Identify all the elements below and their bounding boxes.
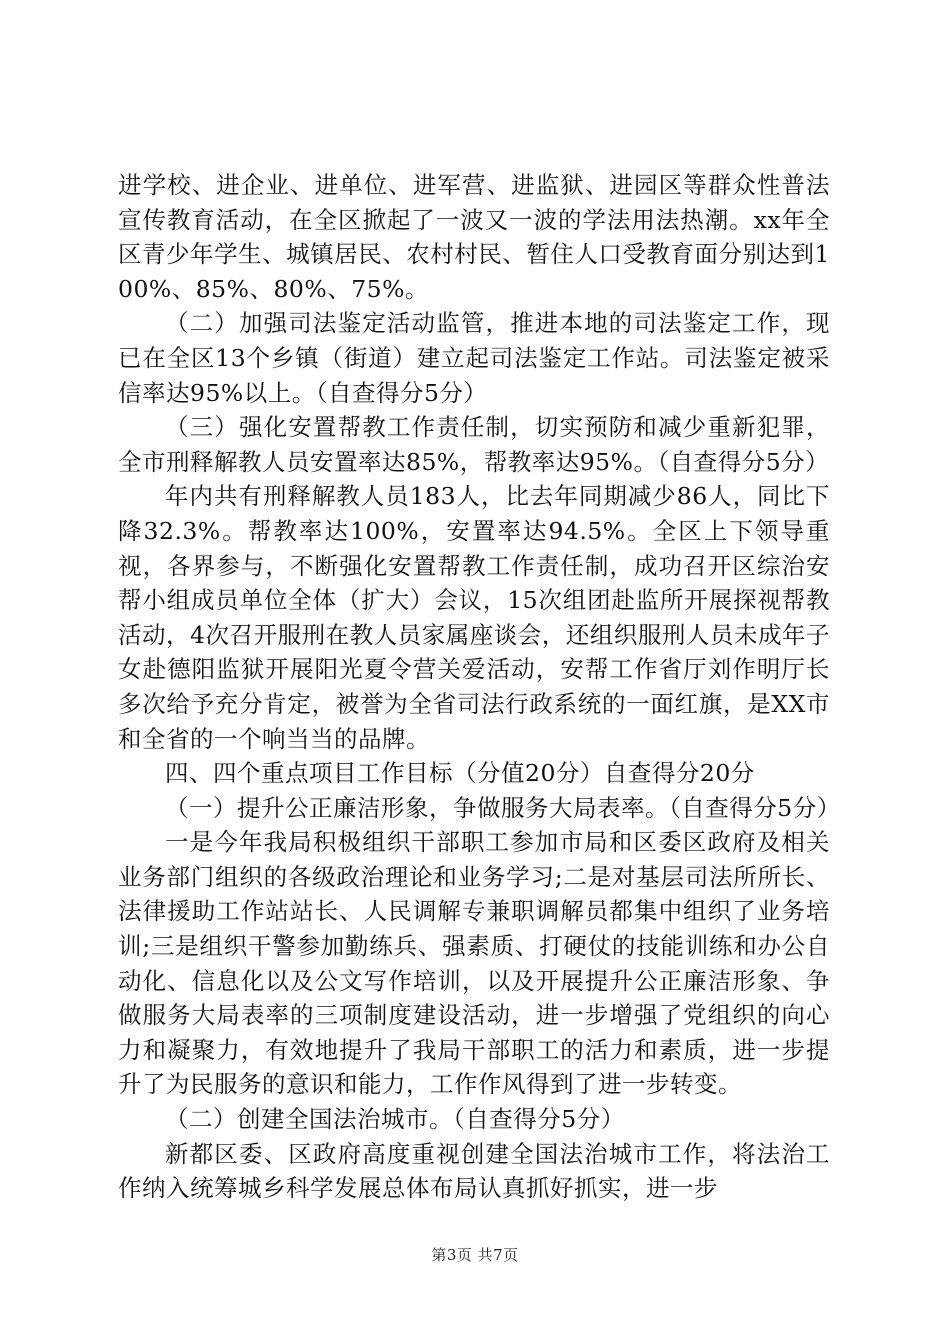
paragraph-6: 新都区委、区政府高度重视创建全国法治城市工作，将法治工作纳入统筹城乡科学发展总体布局认真抓好抓实，进一步 (118, 1139, 830, 1203)
page-number-label: 第3页 共7页 (431, 1246, 519, 1264)
document-body (118, 168, 841, 1206)
paragraph-4: 年内共有刑释解教人员183人，比去年同期减少86人，同比下降32.3%。帮教率达100%，安置率达94.5%。全区上下领导重视，各界参与，不断强化安置帮教工作责任制，成功召开区综治安帮小组成员单位全体（扩大）会议，15次组团赴监所开展探视帮教活动，4次召开服刑在教人员家属座谈会，还组织服刑人员未成年子女赴德阳监狱开展阳光夏令营关爱活动，安帮工作省厅刘作明厅长多次给予充分肯定，被誉为全省司法行政系统的一面红旗，是XX市和全省的一个响当当的品牌。 (118, 482, 830, 753)
paragraph-3: （三）强化安置帮教工作责任制，切实预防和减少重新犯罪，全市刑释解教人员安置率达85%，帮教率达95%。（自查得分5分） (118, 413, 830, 476)
paragraph-5: 一是今年我局积极组织干部职工参加市局和区委区政府及相关业务部门组织的各级政治理论和业务学习;二是对基层司法所所长、法律援助工作站站长、人民调解专兼职调解员都集中组织了业务培训;三是组织干警参加勤练兵、强素质、打硬仗的技能训练和办公自动化、信息化以及公文写作培训，以及开展提升公正廉洁形象、争做服务大局表率的三项制度建设活动，进一步增强了党组织的向心力和凝聚力，有效地提升了我局干部职工的活力和素质，进一步提升了为民服务的意识和能力，工作作风得到了进一步转变。 (118, 828, 830, 1099)
section-heading-4: 四、四个重点项目工作目标（分值20分）自查得分20分 (165, 759, 755, 788)
page-footer (0, 1244, 950, 1265)
paragraph-2: （二）加强司法鉴定活动监管，推进本地的司法鉴定工作，现已在全区13个乡镇（街道）建立起司法鉴定工作站。司法鉴定被采信率达95%以上。（自查得分5分） (118, 309, 830, 407)
subsection-heading-1: （一）提升公正廉洁形象，争做服务大局表率。（自查得分5分） (165, 793, 841, 822)
subsection-heading-2: （二）创建全国法治城市。（自查得分5分） (165, 1105, 625, 1134)
paragraph-1: 进学校、进企业、进单位、进军营、进监狱、进园区等群众性普法宣传教育活动，在全区掀起了一波又一波的学法用法热潮。xx年全区青少年学生、城镇居民、农村村民、暂住人口受教育面分别达到100%、85%、80%、75%。 (118, 171, 830, 303)
